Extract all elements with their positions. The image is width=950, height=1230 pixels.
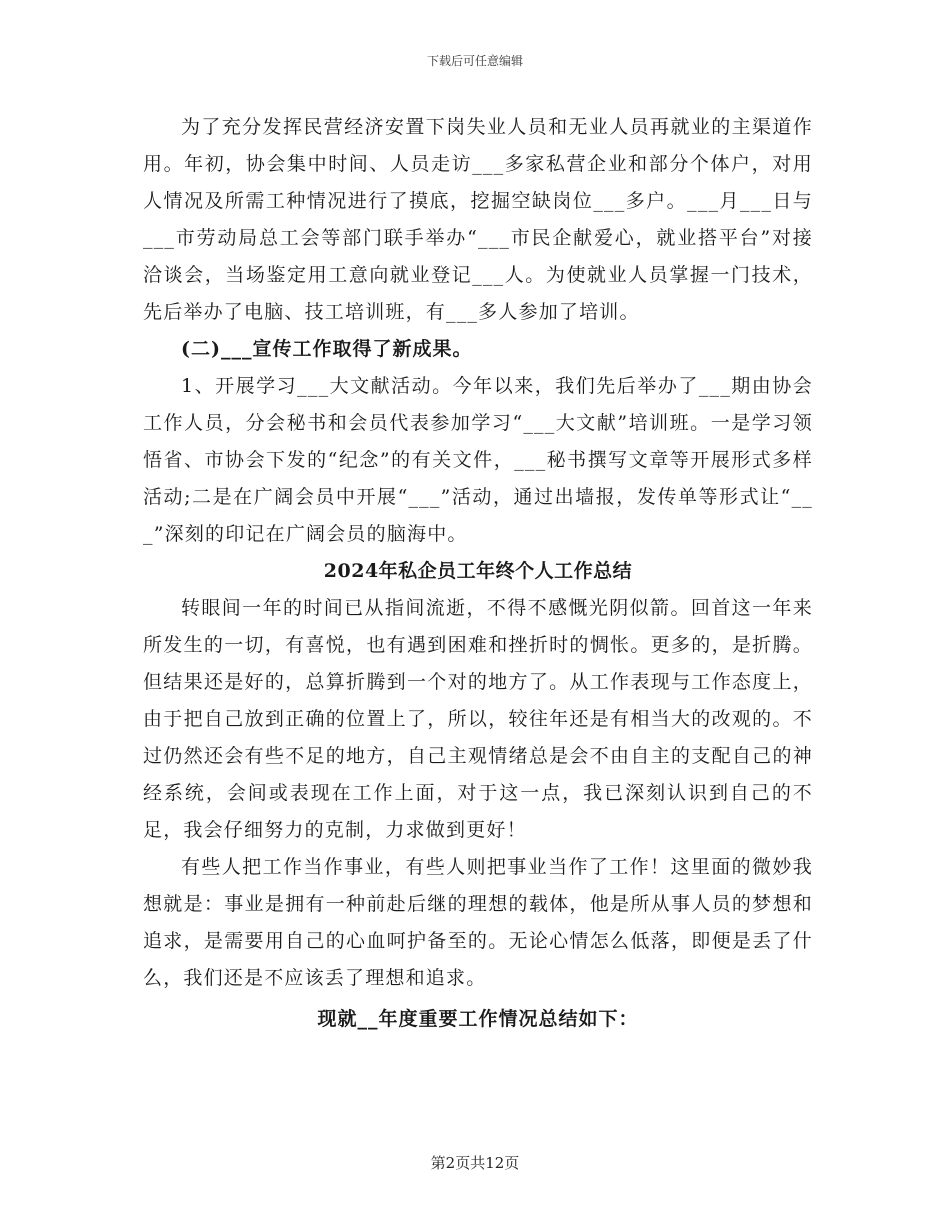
header-note: 下载后可任意编辑: [426, 54, 523, 68]
paragraph-reemployment: 为了充分发挥民营经济安置下岗失业人员和无业人员再就业的主渠道作用。年初，协会集中时间、人员走访___多家私营企业和部分个体户，对用人情况及所需工种情况进行了摸底，挖掘空缺岗位___多户。___月___日与___市劳动局总工会等部门联手举办“___市民企献爱心，就业搭平台”对接洽谈会，当场鉴定用工意向就业登记___人。为使就业人员掌握一门技术，先后举办了电脑、技工培训班，有___多人参加了培训。: [143, 116, 813, 323]
page-number: 第2页共12页: [430, 1154, 520, 1172]
section-heading-publicity: (二)___宣传工作取得了新成果。: [181, 338, 473, 360]
paragraph-year-review: 转眼间一年的时间已从指间流逝，不得不感慨光阴似箭。回首这一年来所发生的一切，有喜悦，也有遇到困难和挫折时的惆怅。更多的，是折腾。但结果还是好的，总算折腾到一个对的地方了。从工作表现与工作态度上，由于把自己放到正确的位置上了，所以，较往年还是有相当大的改观的。不过仍然还会有些不足的地方，自己主观情绪总是会不由自主的支配自己的神经系统，会间或表现在工作上面，对于这一点，我已深刻认识到自己的不足，我会仔细努力的克制，力求做到更好！: [143, 597, 813, 841]
paragraph-career-ideal: 有些人把工作当作事业，有些人则把事业当作了工作！这里面的微妙我想就是：事业是拥有一种前赴后继的理想的载体，他是所从事人员的梦想和追求，是需要用自己的心血呵护备至的。无论心情怎么低落，即便是丢了什么，我们还是不应该丢了理想和追求。: [143, 856, 813, 989]
document-body: [143, 109, 813, 1038]
document-title: 2024年私企员工年终个人工作总结: [323, 560, 633, 582]
section-subtitle-summary: 现就__年度重要工作情况总结如下：: [317, 1008, 639, 1030]
paragraph-study-activity: 1、开展学习___大文献活动。今年以来，我们先后举办了___期由协会工作人员，分会秘书和会员代表参加学习“___大文献”培训班。一是学习领悟省、市协会下发的“纪念”的有关文件，___秘书撰写文章等开展形式多样活动;二是在广阔会员中开展“___”活动，通过出墙报，发传单等形式让“___”深刻的印记在广阔会员的脑海中。: [143, 375, 813, 545]
